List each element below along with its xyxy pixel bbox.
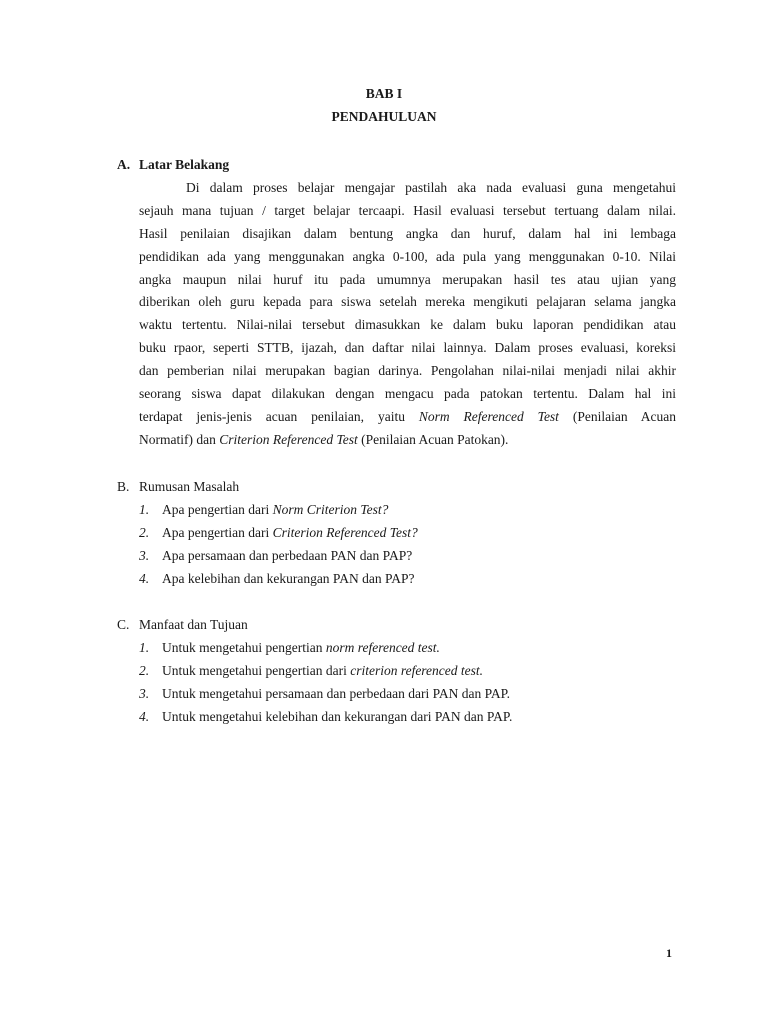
list-number: 4. bbox=[139, 571, 150, 586]
paragraph-line bbox=[139, 406, 676, 429]
paragraph-line: sejauh mana tujuan / target belajar tercaapi. Hasil evaluasi tersebut tertuang dalam nilai. bbox=[139, 202, 676, 218]
list-item bbox=[139, 544, 679, 567]
section-a-label: A. bbox=[117, 157, 131, 172]
section-a-paragraph bbox=[139, 177, 676, 452]
paragraph-line: seorang siswa dapat dilakukan dengan mengacu pada patokan tertentu. Dalam hal ini bbox=[139, 386, 676, 402]
paragraph-line: diberikan oleh guru kepada para siswa setelah mereka mengikuti pelajaran selama jangka bbox=[139, 294, 676, 310]
line-text: (Penilaian Acuan Patokan). bbox=[361, 431, 509, 447]
norm-referenced-test-term: Norm Referenced Test bbox=[418, 408, 559, 424]
list-text: Apa persamaan dan perbedaan PAN dan PAP? bbox=[162, 548, 413, 563]
list-number: 1. bbox=[139, 502, 150, 517]
list-italic-text: Criterion Referenced Test? bbox=[272, 525, 418, 540]
section-c-heading bbox=[117, 617, 248, 633]
line-text: (Penilaian Acuan bbox=[572, 408, 676, 424]
section-b-title: Rumusan Masalah bbox=[139, 479, 240, 494]
list-number: 3. bbox=[139, 548, 150, 563]
list-text: Apa kelebihan dan kekurangan PAN dan PAP? bbox=[162, 571, 415, 586]
list-item bbox=[139, 498, 679, 521]
list-italic-text: criterion referenced test. bbox=[350, 663, 484, 678]
list-text: Untuk mengetahui persamaan dan perbedaan dari PAN dan PAP. bbox=[162, 686, 511, 701]
list-number: 1. bbox=[139, 640, 150, 655]
paragraph-line: Di dalam proses belajar mengajar pastilah aka nada evaluasi guna mengetahui bbox=[186, 180, 676, 195]
list-item bbox=[139, 567, 679, 590]
list-italic-text: norm referenced test. bbox=[325, 640, 440, 655]
list-item bbox=[139, 659, 679, 682]
chapter-number: BAB I bbox=[365, 86, 403, 101]
paragraph-line: angka maupun nilai huruf itu pada umumnya merupakan hasil tes atau ujian yang bbox=[139, 271, 676, 287]
list-item bbox=[139, 705, 679, 728]
list-italic-text: Norm Criterion Test? bbox=[272, 502, 389, 517]
section-b-heading bbox=[117, 479, 239, 495]
section-b-list bbox=[139, 498, 679, 590]
criterion-referenced-test-term: Criterion Referenced Test bbox=[219, 431, 358, 447]
line-text: Normatif) dan bbox=[139, 431, 216, 447]
line-text: terdapat jenis-jenis acuan penilaian, yaitu bbox=[139, 408, 405, 424]
paragraph-line: waktu tertentu. Nilai-nilai tersebut dimasukkan ke dalam buku laporan pendidikan atau bbox=[139, 317, 676, 333]
list-number: 4. bbox=[139, 709, 150, 724]
section-c-list bbox=[139, 636, 679, 728]
list-number: 2. bbox=[139, 525, 150, 540]
section-c-title: Manfaat dan Tujuan bbox=[139, 617, 248, 632]
chapter-title: PENDAHULUAN bbox=[331, 109, 437, 124]
list-text: Apa pengertian dari bbox=[162, 525, 270, 540]
section-a-heading bbox=[117, 157, 229, 173]
paragraph-line bbox=[139, 429, 676, 452]
list-item bbox=[139, 521, 679, 544]
page-number: 1 bbox=[666, 946, 672, 960]
list-number: 3. bbox=[139, 686, 150, 701]
section-b-label: B. bbox=[117, 479, 130, 494]
list-item bbox=[139, 636, 679, 659]
list-number: 2. bbox=[139, 663, 150, 678]
list-text: Apa pengertian dari bbox=[162, 502, 270, 517]
paragraph-line: buku rpaor, seperti STTB, ijazah, dan daftar nilai lainnya. Dalam proses evaluasi, koreksi bbox=[139, 340, 676, 356]
list-item bbox=[139, 682, 679, 705]
paragraph-line: Hasil penilaian disajikan dalam bentung angka dan huruf, dalam hal ini lembaga bbox=[139, 225, 676, 241]
paragraph-line: pendidikan ada yang menggunakan angka 0-100, ada pula yang menggunakan 0-10. Nilai bbox=[139, 248, 676, 264]
list-text: Untuk mengetahui pengertian dari bbox=[162, 663, 347, 678]
section-a-title: Latar Belakang bbox=[139, 157, 230, 172]
list-text: Untuk mengetahui pengertian bbox=[162, 640, 323, 655]
section-c-label: C. bbox=[117, 617, 130, 632]
paragraph-line: dan pemberian nilai merupakan bagian darinya. Pengolahan nilai-nilai menjadi nilai akhir bbox=[139, 363, 676, 379]
list-text: Untuk mengetahui kelebihan dan kekurangan dari PAN dan PAP. bbox=[162, 709, 513, 724]
